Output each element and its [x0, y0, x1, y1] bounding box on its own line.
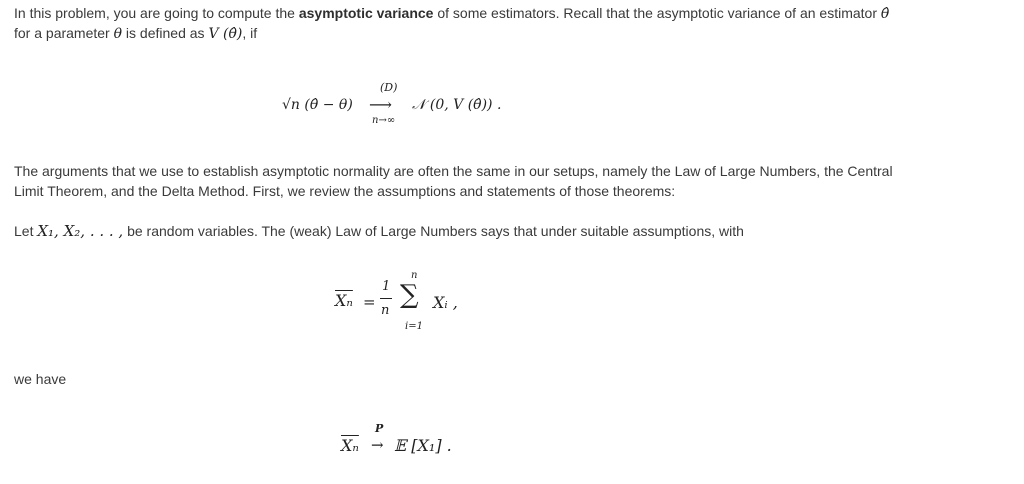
eq1-arrow: ⟶	[369, 95, 392, 114]
intro-text: In this problem, you are going to compute the	[14, 5, 299, 21]
para4: we have	[14, 371, 67, 387]
eq3-rhs: 𝔼 [X₁] .	[394, 436, 452, 455]
eq2-sum-upper: n	[411, 270, 418, 281]
theta-hat-symbol: θ̂	[880, 6, 890, 22]
eq1-lhs: √n (θ̂ − θ)	[282, 97, 353, 113]
random-variables: X₁, X₂, . . . ,	[37, 222, 124, 240]
para2-line-1: The arguments that we use to establish asymptotic normality are often the same in our setups, namely the Law of Large Numbers, the Central	[14, 163, 893, 179]
para2-line-2: Limit Theorem, and the Delta Method. First, we review the assumptions and statements of those theorems:	[14, 183, 676, 199]
eq2-frac-den: n	[381, 303, 390, 318]
para3-prefix: Let	[14, 223, 38, 239]
eq2-equals: =	[363, 293, 376, 311]
eq2-lhs: $\overline{X_n}$	[335, 291, 353, 310]
eq3-arrow-label: P	[375, 422, 384, 435]
para3-suffix: be random variables. The (weak) Law of Large Numbers says that under suitable assumptions, with	[123, 223, 744, 239]
eq2-frac-num: 1	[382, 279, 391, 294]
eq3-arrow: →	[371, 436, 384, 454]
intro-text: of some estimators. Recall that the asymptotic variance of an estimator	[433, 5, 881, 21]
variance-symbol: V (θ̂)	[208, 26, 243, 42]
eq2-sum-symbol: ∑	[400, 280, 419, 310]
intro-text: for a parameter	[14, 25, 114, 41]
eq1-arrow-label: (D)	[380, 81, 398, 94]
eq3-lhs: $\overline{X_n}$	[341, 436, 359, 455]
intro-line-2	[14, 24, 257, 44]
eq2-rhs: Xᵢ ,	[433, 293, 458, 312]
intro-text: , if	[242, 25, 258, 41]
intro-line-1	[14, 4, 889, 24]
intro-bold-term: asymptotic variance	[298, 5, 434, 21]
theta-symbol: θ	[113, 26, 123, 42]
eq2-sum-lower: i=1	[405, 321, 423, 332]
eq2-frac-bar	[380, 298, 392, 299]
para3	[14, 222, 744, 241]
eq1-rhs: 𝒩 (0, V (θ̂)) .	[412, 97, 502, 113]
intro-text: is defined as	[122, 25, 209, 41]
eq1-arrow-subscript: n→∞	[372, 115, 396, 126]
